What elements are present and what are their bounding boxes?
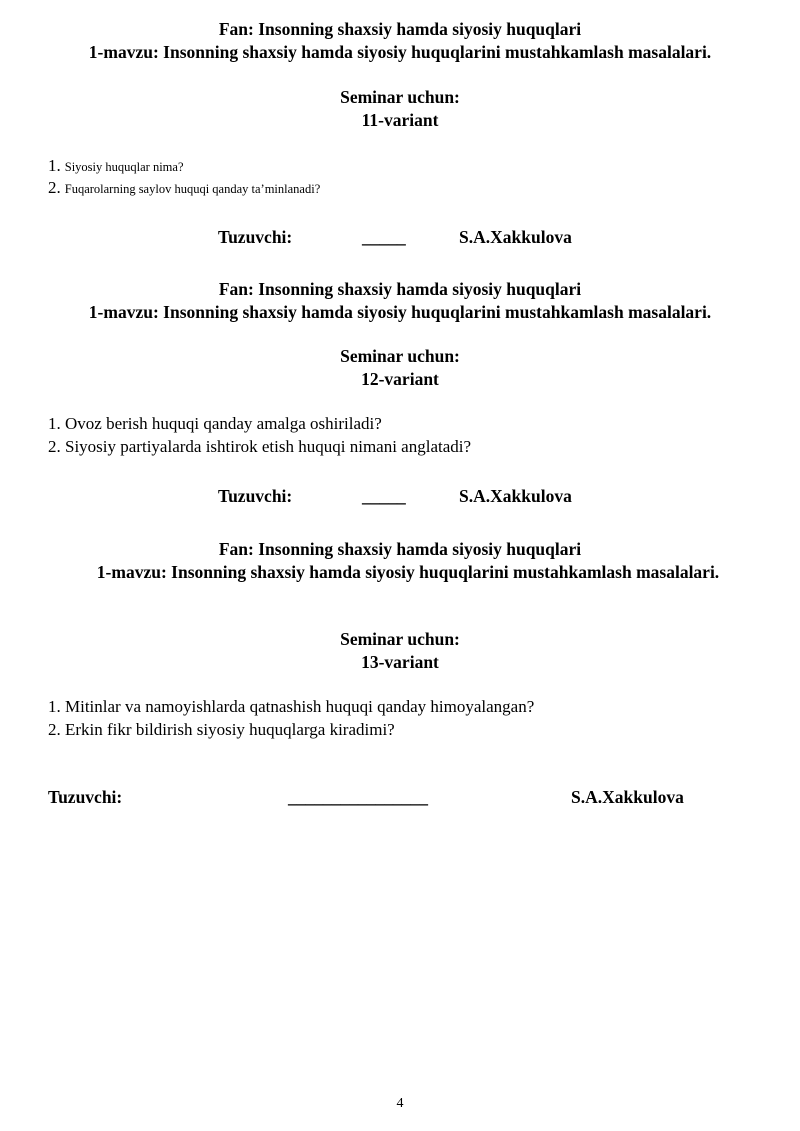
signer-name: S.A.Xakkulova: [571, 787, 684, 807]
question-number: 1.: [48, 697, 61, 716]
question-text: Siyosiy huquqlar nima?: [64, 160, 184, 174]
question-number: 1.: [48, 156, 61, 175]
subject-title: Fan: Insonning shaxsiy hamda siyosiy huquqlari: [218, 19, 582, 39]
signature-line: ________________: [288, 787, 428, 807]
question-item: [48, 437, 471, 457]
question-number: 1.: [48, 414, 61, 433]
question-number: 2.: [48, 178, 61, 197]
question-item: [48, 697, 534, 717]
subject-title: Fan: Insonning shaxsiy hamda siyosiy huquqlari: [218, 539, 582, 559]
question-number: 2.: [48, 720, 61, 739]
signer-label: Tuzuvchi:: [48, 787, 123, 807]
question-item: [48, 414, 382, 434]
signer-name: S.A.Xakkulova: [459, 486, 572, 506]
question-text: Mitinlar va namoyishlarda qatnashish huquqi qanday himoyalangan?: [65, 697, 535, 716]
subject-title: Fan: Insonning shaxsiy hamda siyosiy huquqlari: [218, 279, 582, 299]
variant-number: 11-variant: [361, 110, 439, 130]
question-number: 2.: [48, 437, 61, 456]
topic-title: 1-mavzu: Insonning shaxsiy hamda siyosiy huquqlarini mustahkamlash masalalari.: [88, 302, 712, 322]
question-text: Ovoz berish huquqi qanday amalga oshiriladi?: [65, 414, 382, 433]
variant-number: 13-variant: [361, 652, 439, 672]
question-text: Siyosiy partiyalarda ishtirok etish huquqi nimani anglatadi?: [65, 437, 472, 456]
seminar-heading: Seminar uchun:: [340, 87, 460, 107]
signature-line: _____: [362, 486, 406, 506]
question-text: Erkin fikr bildirish siyosiy huquqlarga kiradimi?: [65, 720, 395, 739]
question-item: [48, 156, 184, 176]
seminar-heading: Seminar uchun:: [340, 629, 460, 649]
signer-label: Tuzuvchi:: [218, 227, 293, 247]
topic-title: 1-mavzu: Insonning shaxsiy hamda siyosiy huquqlarini mustahkamlash masalalari.: [88, 42, 712, 62]
question-item: [48, 178, 320, 198]
signature-line: _____: [362, 227, 406, 247]
signer-label: Tuzuvchi:: [218, 486, 293, 506]
seminar-heading: Seminar uchun:: [340, 346, 460, 366]
signer-name: S.A.Xakkulova: [459, 227, 572, 247]
question-item: [48, 720, 395, 740]
question-text: Fuqarolarning saylov huquqi qanday ta’minlanadi?: [64, 182, 321, 196]
variant-number: 12-variant: [361, 369, 439, 389]
page-number: 4: [396, 1096, 404, 1111]
topic-title: 1-mavzu: Insonning shaxsiy hamda siyosiy huquqlarini mustahkamlash masalalari.: [96, 562, 720, 582]
